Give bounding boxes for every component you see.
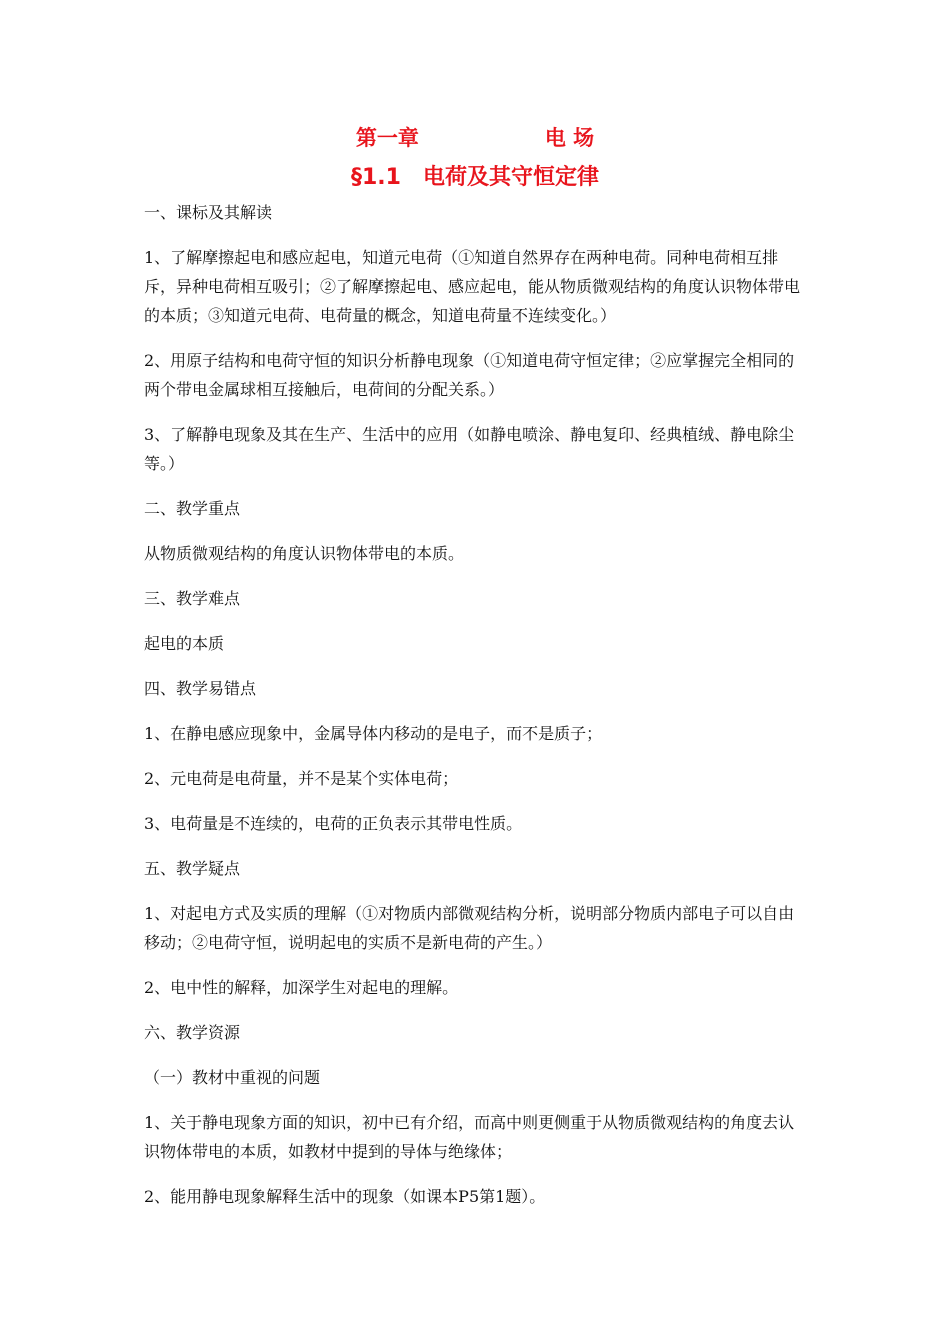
paragraph: 从物质微观结构的角度认识物体带电的本质。 (144, 544, 465, 563)
paragraph: 1、关于静电现象方面的知识，初中已有介绍，而高中则更侧重于从物质微观结构的角度去认识物体带电的本质，如教材中提到的导体与绝缘体； (144, 1113, 795, 1161)
paragraph: 2、元电荷是电荷量，并不是某个实体电荷； (144, 769, 459, 788)
paragraph: 起电的本质 (144, 634, 225, 653)
paragraph: 2、能用静电现象解释生活中的现象（如课本P5第1题）。 (144, 1187, 546, 1206)
paragraph: 3、电荷量是不连续的，电荷的正负表示其带电性质。 (144, 814, 523, 833)
chapter-title: 第一章 电 场 (355, 126, 595, 150)
paragraph: 1、对起电方式及实质的理解（①对物质内部微观结构分析，说明部分物质内部电子可以自由移动；②电荷守恒，说明起电的实质不是新电荷的产生。） (144, 904, 795, 952)
paragraph: 1、在静电感应现象中，金属导体内移动的是电子，而不是质子； (144, 724, 603, 743)
paragraph: 2、用原子结构和电荷守恒的知识分析静电现象（①知道电荷守恒定律；②应掌握完全相同的两个带电金属球相互接触后，电荷间的分配关系。） (144, 351, 795, 399)
paragraph: 2、电中性的解释，加深学生对起电的理解。 (144, 978, 459, 997)
heading-difficulties: 三、教学难点 (144, 589, 241, 608)
paragraph: 1、了解摩擦起电和感应起电，知道元电荷（①知道自然界存在两种电荷。同种电荷相互排斥，异种电荷相互吸引；②了解摩擦起电、感应起电，能从物质微观结构的角度认识物体带电的本质；③知道元电荷、电荷量的概念，知道电荷量不连续变化。） (144, 248, 801, 325)
subheading: （一）教材中重视的问题 (144, 1068, 321, 1087)
paragraph: 3、了解静电现象及其在生产、生活中的应用（如静电喷涂、静电复印、经典植绒、静电除尘等。） (144, 425, 795, 473)
heading-doubts: 五、教学疑点 (144, 859, 241, 878)
heading-error-points: 四、教学易错点 (144, 679, 257, 698)
document-body (144, 198, 806, 1227)
heading-standards: 一、课标及其解读 (144, 203, 273, 222)
section-title: §1.1 电荷及其守恒定律 (351, 165, 599, 190)
heading-resources: 六、教学资源 (144, 1023, 241, 1042)
heading-key-points: 二、教学重点 (144, 499, 241, 518)
